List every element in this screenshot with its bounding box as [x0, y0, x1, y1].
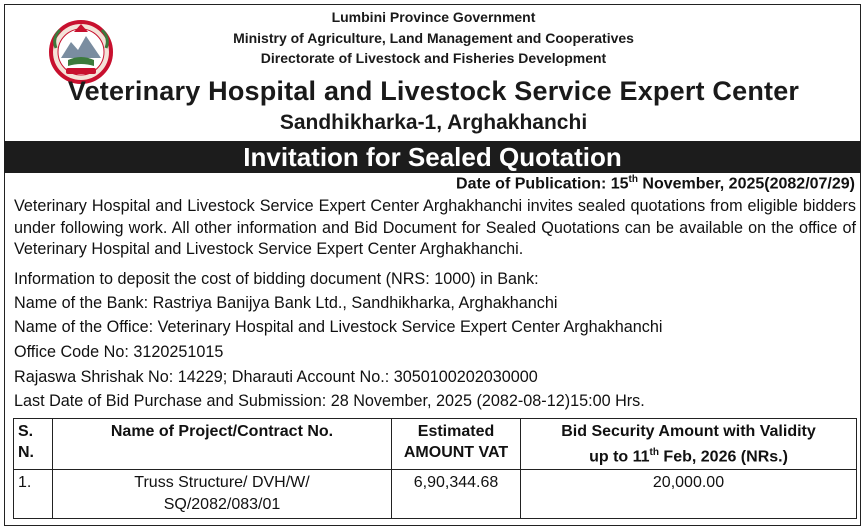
bank-name: Name of the Bank: Rastriya Banijya Bank Ltd., Sandhikharka, Arghakhanchi [14, 294, 558, 312]
last-date: Last Date of Bid Purchase and Submission: 28 November, 2025 (2082-08-12)15:00 Hrs. [14, 392, 645, 410]
table-row [14, 470, 857, 519]
office-code: Office Code No: 3120251015 [14, 343, 224, 361]
cell-security: 20,000.00 [521, 470, 857, 519]
column-header-name: Name of Project/Contract No. [53, 419, 392, 470]
publication-date: Date of Publication: 15th November, 2025(2082/07/29) [456, 174, 855, 193]
column-header-sn: S. N. [14, 419, 53, 470]
table-header-row [14, 419, 857, 470]
account-info: Rajaswa Shrishak No: 14229; Dharauti Account No.: 3050100202030000 [14, 368, 538, 386]
bid-table [13, 418, 857, 519]
deposit-info: Information to deposit the cost of bidding document (NRS: 1000) in Bank: [14, 270, 539, 288]
cell-project-name: Truss Structure/ DVH/W/ SQ/2082/083/01 [53, 470, 392, 519]
cell-amount: 6,90,344.68 [392, 470, 521, 519]
ministry-name: Ministry of Agriculture, Land Management and Cooperatives [233, 30, 634, 46]
page-title: Veterinary Hospital and Livestock Service Expert Center [67, 76, 800, 106]
column-header-security: Bid Security Amount with Validity up to 11th Feb, 2026 (NRs.) [521, 419, 857, 470]
directorate-name: Directorate of Livestock and Fisheries Development [260, 50, 607, 66]
province-name: Lumbini Province Government [331, 9, 536, 25]
column-header-amount: Estimated AMOUNT VAT [392, 419, 521, 470]
notice-banner: Invitation for Sealed Quotation [4, 141, 861, 173]
notice-paragraph: Veterinary Hospital and Livestock Service Expert Center Arghakhanchi invites sealed quotations from eligible bidders under following work. All other information and Bid Document for Sealed Quotations can be available on the office of Veterinary Hospital and Livestock Service Expert Center Arghakhanchi. [14, 197, 856, 258]
page-subtitle: Sandhikharka-1, Arghakhanchi [279, 111, 588, 134]
office-name: Name of the Office: Veterinary Hospital and Livestock Service Expert Center Arghakhanchi [14, 318, 663, 336]
cell-sn: 1. [14, 470, 53, 519]
